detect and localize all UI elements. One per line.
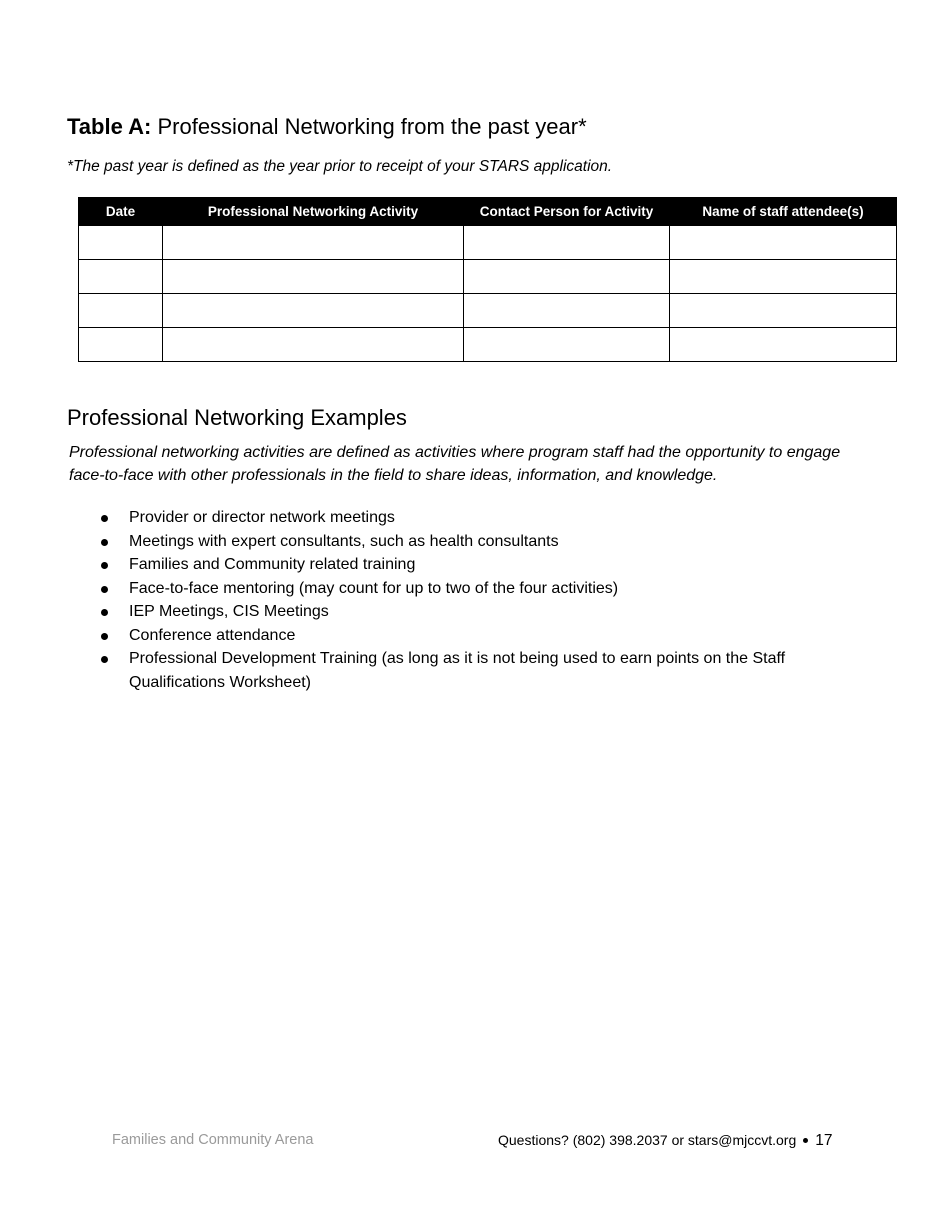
bullet-icon: [101, 539, 108, 546]
list-item: [0, 577, 950, 601]
bullet-separator-icon: [803, 1138, 808, 1143]
activity-cell[interactable]: [163, 260, 464, 294]
column-header-activity: Professional Networking Activity: [163, 198, 464, 226]
activity-cell[interactable]: [163, 294, 464, 328]
contact-cell[interactable]: [464, 260, 670, 294]
page-title: [67, 113, 587, 141]
list-item-text: IEP Meetings, CIS Meetings: [129, 603, 329, 620]
list-item: [0, 647, 950, 694]
list-item: [0, 530, 950, 554]
examples-list: [0, 506, 950, 694]
attendee-cell[interactable]: [670, 260, 897, 294]
column-header-attendees: Name of staff attendee(s): [670, 198, 897, 226]
list-item: [0, 506, 950, 530]
list-item: [0, 553, 950, 577]
list-item: [0, 600, 950, 624]
list-item-text: Meetings with expert consultants, such as health consultants: [129, 532, 559, 550]
examples-heading: Professional Networking Examples: [67, 405, 407, 430]
list-item-text: Conference attendance: [129, 626, 296, 644]
list-item-text: Professional Development Training (as long as it is not being used to earn points on the Staff Qualifications Worksheet): [129, 650, 786, 691]
date-cell[interactable]: [79, 260, 163, 294]
date-cell[interactable]: [79, 328, 163, 362]
list-item-text: Families and Community related training: [129, 556, 416, 573]
list-item-text: Provider or director network meetings: [129, 509, 395, 526]
table-row: [79, 328, 897, 362]
column-header-contact: Contact Person for Activity: [464, 198, 670, 226]
table-row: [79, 294, 897, 328]
bullet-icon: [101, 515, 108, 522]
date-cell[interactable]: [79, 294, 163, 328]
networking-definition: Professional networking activities are defined as activities where program staff had the opportunity to engage face-to-face with other professionals in the field to share ideas, information, and knowledge.: [69, 444, 841, 484]
table-label: Table A:: [67, 114, 152, 139]
footer-section-name: Families and Community Arena: [112, 1132, 314, 1148]
attendee-cell[interactable]: [670, 328, 897, 362]
column-header-date: Date: [79, 198, 163, 226]
table-title-text: Professional Networking from the past year*: [157, 114, 587, 139]
footer-contact: [498, 1132, 833, 1150]
bullet-icon: [101, 656, 108, 663]
attendee-cell[interactable]: [670, 294, 897, 328]
list-item-text: Face-to-face mentoring (may count for up to two of the four activities): [129, 579, 619, 597]
contact-cell[interactable]: [464, 328, 670, 362]
table-row: [79, 226, 897, 260]
bullet-icon: [101, 609, 108, 616]
activity-cell[interactable]: [163, 226, 464, 260]
list-item: [0, 624, 950, 648]
bullet-icon: [101, 586, 108, 593]
table-header-row: [79, 198, 897, 226]
bullet-icon: [101, 562, 108, 569]
contact-cell[interactable]: [464, 226, 670, 260]
past-year-footnote: *The past year is defined as the year prior to receipt of your STARS application.: [67, 158, 613, 175]
networking-table: [78, 197, 897, 362]
table-row: [79, 260, 897, 294]
contact-cell[interactable]: [464, 294, 670, 328]
date-cell[interactable]: [79, 226, 163, 260]
footer-contact-text: Questions? (802) 398.2037 or stars@mjccvt.org: [498, 1132, 797, 1148]
activity-cell[interactable]: [163, 328, 464, 362]
bullet-icon: [101, 633, 108, 640]
attendee-cell[interactable]: [670, 226, 897, 260]
page-number: 17: [815, 1132, 833, 1149]
